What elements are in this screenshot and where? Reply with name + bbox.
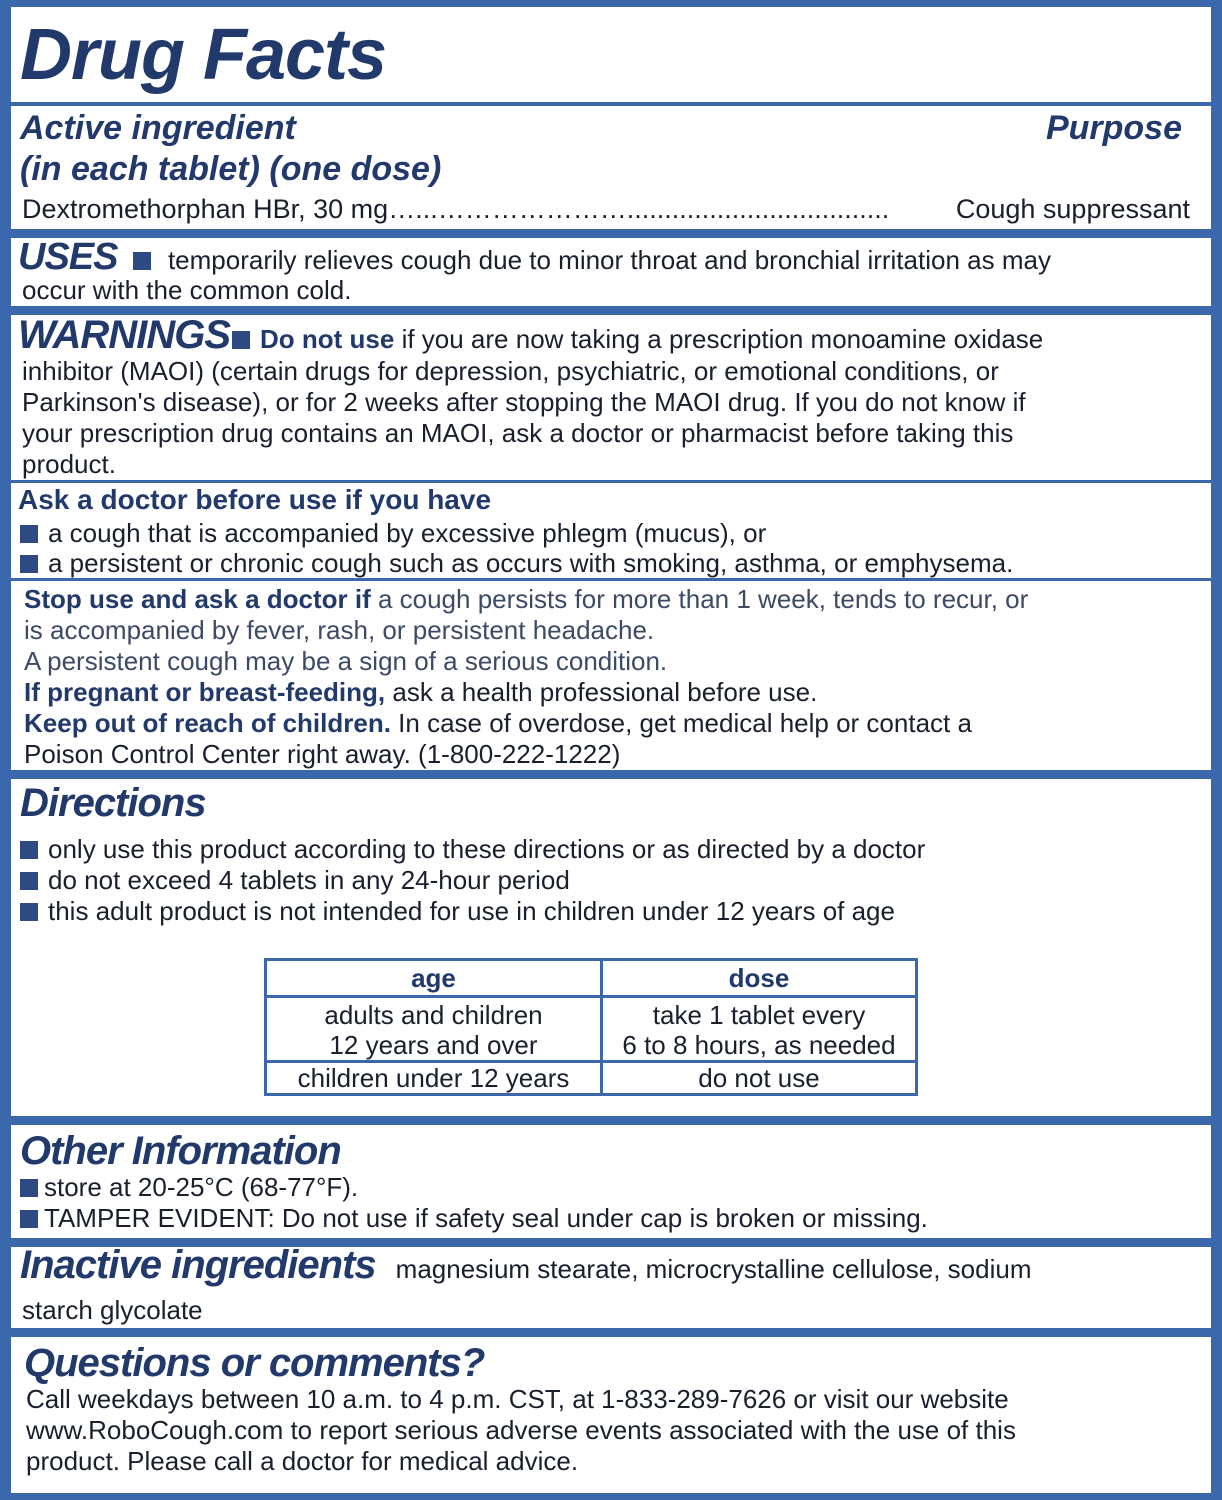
table-header-row [266, 960, 917, 997]
table-row [266, 997, 917, 1062]
active-ingredient-heading: Active ingredient [20, 109, 296, 147]
leader-dots: …...…………………................................... [388, 194, 890, 224]
bullet-icon [20, 555, 38, 573]
directions-item: only use this product according to these directions or as directed by a doctor [20, 834, 925, 865]
page-title: Drug Facts [20, 15, 387, 95]
inactive-heading: Inactive ingredients [20, 1243, 376, 1287]
bullet-icon [20, 1210, 38, 1228]
bullet-icon [20, 903, 38, 921]
divider [11, 102, 1211, 106]
keep-out-line: Keep out of reach of children. In case of overdose, get medical help or contact a [24, 708, 972, 738]
divider [11, 578, 1211, 581]
keep-out-label: Keep out of reach of children. [24, 708, 391, 738]
warnings-heading: WARNINGS [18, 313, 230, 357]
directions-item: this adult product is not intended for use in children under 12 years of age [20, 896, 895, 927]
directions-item: do not exceed 4 tablets in any 24-hour period [20, 865, 570, 896]
ingredient-purpose: Cough suppressant [955, 194, 1190, 224]
other-info-heading: Other Information [20, 1129, 341, 1173]
stop-use-label: Stop use and ask a doctor if [24, 584, 371, 614]
ask-doctor-heading: Ask a doctor before use if you have [18, 484, 492, 515]
other-info-item: TAMPER EVIDENT: Do not use if safety seal under cap is broken or missing. [20, 1203, 928, 1234]
warnings-line: product. [22, 449, 116, 479]
warnings-first-line [18, 313, 1044, 357]
divider [11, 229, 1211, 238]
active-ingredient-subheading: (in each tablet) (one dose) [20, 150, 442, 188]
stop-use-line: A persistent cough may be a sign of a serious condition. [24, 646, 668, 676]
uses-section [18, 236, 1051, 278]
stop-use-line: Stop use and ask a doctor if a cough persists for more than 1 week, tends to recur, or [24, 584, 1029, 614]
uses-heading: USES [18, 236, 118, 278]
column-header-dose: dose [602, 960, 917, 997]
stop-use-line: is accompanied by fever, rash, or persistent headache. [24, 615, 655, 645]
divider [11, 1116, 1211, 1125]
warnings-line: inhibitor (MAOI) (certain drugs for depression, psychiatric, or emotional conditions, or [22, 356, 999, 386]
pregnant-line: If pregnant or breast-feeding, ask a health professional before use. [24, 677, 818, 707]
pregnant-label: If pregnant or breast-feeding, [24, 677, 386, 707]
other-info-item: store at 20-25°C (68-77°F). [20, 1172, 358, 1203]
questions-line: www.RoboCough.com to report serious adverse events associated with the use of this [26, 1415, 1016, 1445]
bullet-icon [20, 872, 38, 890]
questions-line: product. Please call a doctor for medical advice. [26, 1446, 579, 1476]
uses-text: temporarily relieves cough due to minor throat and bronchial irritation as may [167, 245, 1051, 275]
column-header-age: age [266, 960, 602, 997]
bullet-icon [232, 331, 250, 349]
bullet-icon [20, 525, 38, 543]
active-ingredient-row [22, 194, 889, 225]
table-row [266, 1062, 917, 1095]
table-cell: take 1 tablet every 6 to 8 hours, as needed [602, 997, 917, 1062]
questions-line: Call weekdays between 10 a.m. to 4 p.m. CST, at 1-833-289-7626 or visit our website [26, 1384, 1009, 1414]
directions-heading: Directions [20, 781, 206, 825]
uses-text-line2: occur with the common cold. [22, 275, 352, 305]
questions-heading: Questions or comments? [24, 1341, 485, 1385]
bullet-icon [20, 1179, 38, 1197]
ask-doctor-item: a cough that is accompanied by excessive phlegm (mucus), or [20, 518, 766, 549]
ingredient-name: Dextromethorphan HBr, 30 mg [22, 194, 389, 224]
table-cell: adults and children 12 years and over [266, 997, 602, 1062]
ask-doctor-item: a persistent or chronic cough such as occurs with smoking, asthma, or emphysema. [20, 548, 1013, 579]
divider [11, 770, 1211, 779]
table-cell: do not use [602, 1062, 917, 1095]
dosage-table [264, 958, 918, 1096]
table-cell: children under 12 years [266, 1062, 602, 1095]
warnings-line: Parkinson's disease), or for 2 weeks after stopping the MAOI drug. If you do not know if [22, 387, 1026, 417]
bullet-icon [133, 252, 151, 270]
divider [11, 480, 1211, 483]
poison-control-line: Poison Control Center right away. (1-800-222-1222) [24, 739, 621, 769]
do-not-use-text: if you are now taking a prescription monoamine oxidase [394, 324, 1044, 354]
divider [11, 1328, 1211, 1337]
warnings-line: your prescription drug contains an MAOI, ask a doctor or pharmacist before taking this [22, 418, 1014, 448]
do-not-use-label: Do not use [260, 324, 395, 354]
inactive-text-line2: starch glycolate [22, 1295, 203, 1325]
purpose-heading: Purpose [1045, 109, 1182, 147]
bullet-icon [20, 841, 38, 859]
inactive-line: Inactive ingredients magnesium stearate, microcrystalline cellulose, sodium [20, 1243, 1032, 1287]
